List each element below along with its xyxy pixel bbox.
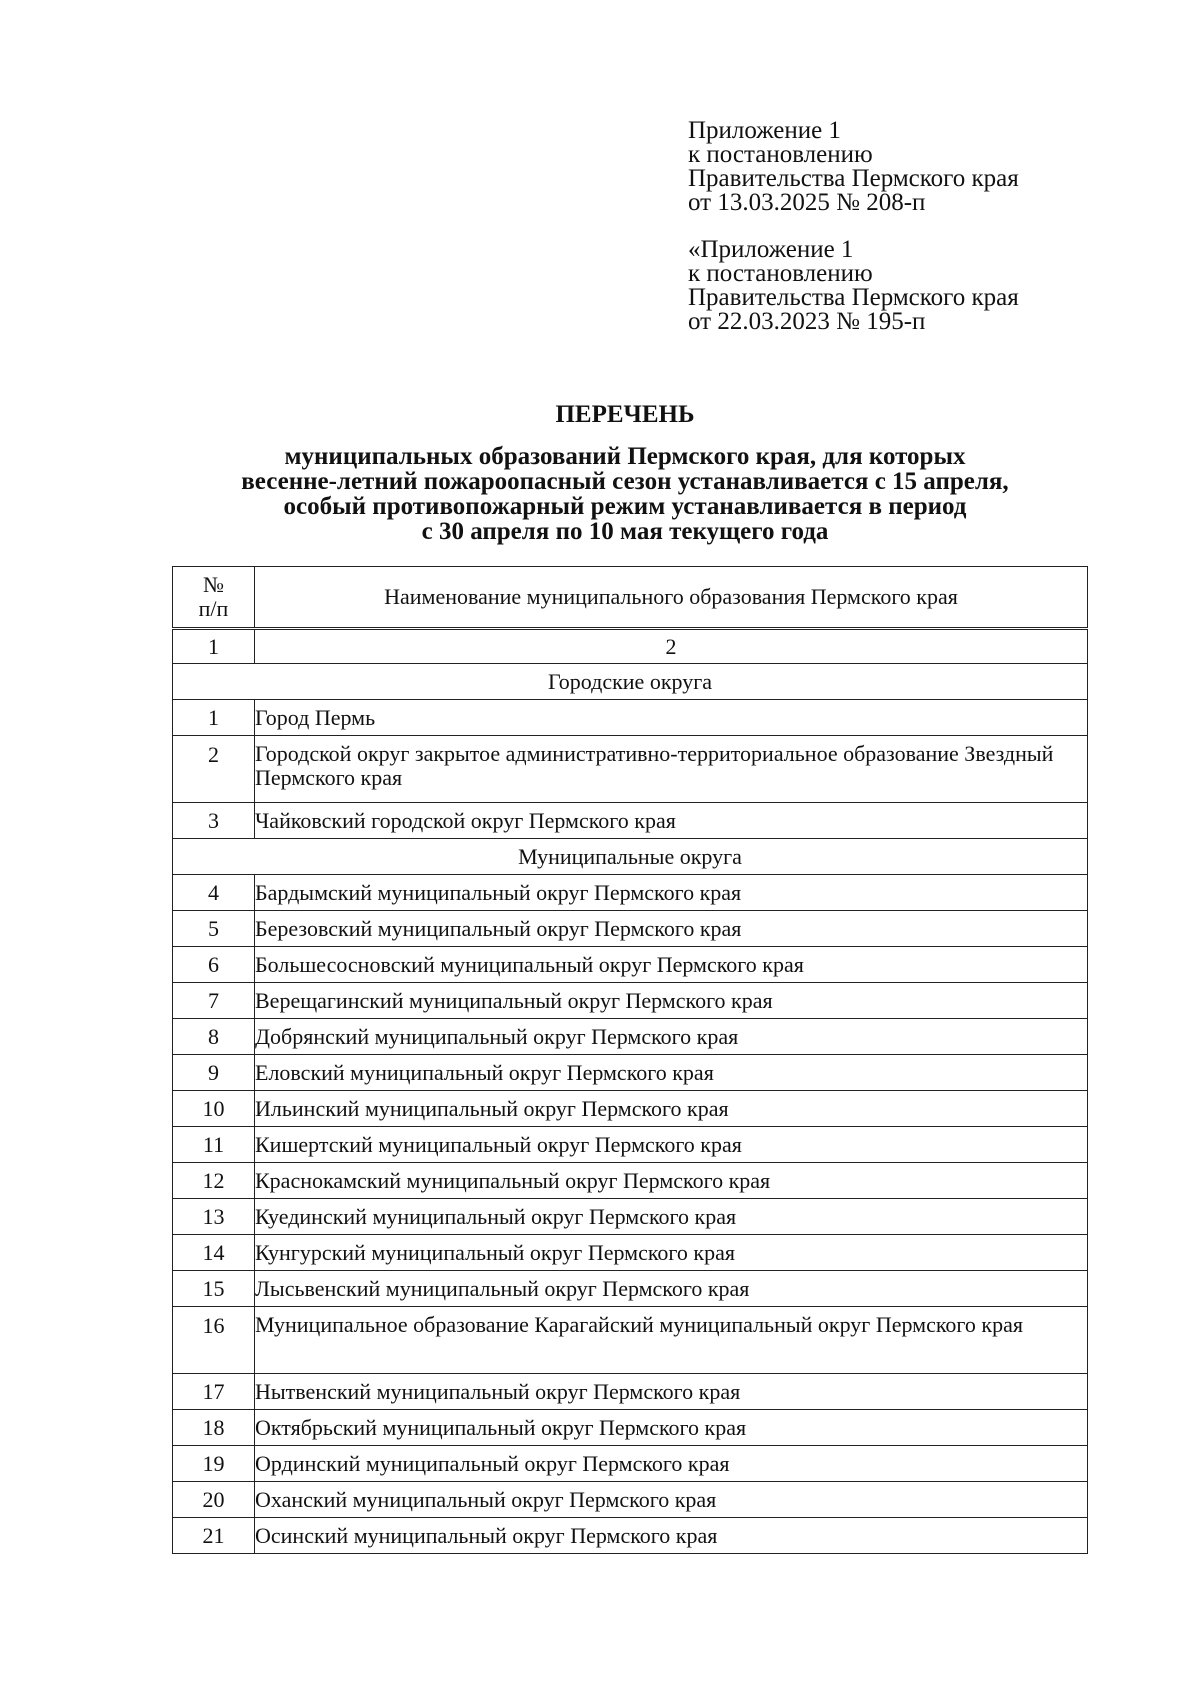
annex-line: Правительства Пермского края bbox=[688, 284, 1019, 311]
table-row bbox=[173, 875, 1088, 911]
annex-reference-current bbox=[688, 119, 1019, 215]
subtitle-line: особый противопожарный режим устанавливается в период bbox=[283, 493, 967, 520]
row-name: Осинский муниципальный округ Пермского края bbox=[255, 1518, 1088, 1554]
row-number: 20 bbox=[173, 1482, 255, 1518]
group-heading: Городские округа bbox=[173, 664, 1088, 700]
table-row bbox=[173, 1163, 1088, 1199]
table-row bbox=[173, 1127, 1088, 1163]
row-number: 7 bbox=[173, 983, 255, 1019]
document-title: ПЕРЕЧЕНЬ bbox=[555, 401, 695, 428]
table-row bbox=[173, 1235, 1088, 1271]
annex-line: от 22.03.2023 № 195-п bbox=[688, 308, 926, 335]
table-row bbox=[173, 700, 1088, 736]
row-number: 3 bbox=[173, 803, 255, 839]
row-number: 9 bbox=[173, 1055, 255, 1091]
table-row bbox=[173, 1410, 1088, 1446]
table-row bbox=[173, 1055, 1088, 1091]
table-row bbox=[173, 947, 1088, 983]
annex-line: к постановлению bbox=[688, 260, 873, 287]
row-number: 4 bbox=[173, 875, 255, 911]
header-num-label: № bbox=[203, 572, 224, 597]
annex-line: «Приложение 1 bbox=[688, 236, 854, 263]
table-row bbox=[173, 983, 1088, 1019]
group-row-municipal bbox=[173, 839, 1088, 875]
row-name: Город Пермь bbox=[255, 700, 1088, 736]
row-number: 21 bbox=[173, 1518, 255, 1554]
row-number: 18 bbox=[173, 1410, 255, 1446]
table-row bbox=[173, 1518, 1088, 1554]
header-num-sublabel: п/п bbox=[198, 596, 229, 621]
row-number: 13 bbox=[173, 1199, 255, 1235]
table-row bbox=[173, 911, 1088, 947]
row-name: Еловский муниципальный округ Пермского края bbox=[255, 1055, 1088, 1091]
table-row bbox=[173, 1091, 1088, 1127]
municipalities-table bbox=[172, 566, 1088, 1554]
header-name-cell: Наименование муниципального образования Пермского края bbox=[255, 567, 1088, 629]
header-num-cell bbox=[173, 567, 255, 629]
row-name: Оханский муниципальный округ Пермского края bbox=[255, 1482, 1088, 1518]
annex-line: Правительства Пермского края bbox=[688, 165, 1019, 192]
group-heading: Муниципальные округа bbox=[173, 839, 1088, 875]
row-number: 16 bbox=[173, 1307, 255, 1374]
group-row-urban bbox=[173, 664, 1088, 700]
table-row bbox=[173, 1019, 1088, 1055]
subtitle-line: весенне-летний пожароопасный сезон устанавливается с 15 апреля, bbox=[241, 468, 1009, 495]
subtitle-line: с 30 апреля по 10 мая текущего года bbox=[421, 518, 829, 545]
annex-line: Приложение 1 bbox=[688, 117, 841, 144]
row-name: Куединский муниципальный округ Пермского края bbox=[255, 1199, 1088, 1235]
table-row bbox=[173, 1307, 1088, 1374]
row-number: 10 bbox=[173, 1091, 255, 1127]
document-subtitle bbox=[160, 444, 1090, 544]
table-row bbox=[173, 1446, 1088, 1482]
column-number-cell: 2 bbox=[255, 629, 1088, 664]
row-name: Березовский муниципальный округ Пермского края bbox=[255, 911, 1088, 947]
row-name: Кунгурский муниципальный округ Пермского края bbox=[255, 1235, 1088, 1271]
table-row bbox=[173, 736, 1088, 803]
row-name: Городской округ закрытое административно-территориальное образование Звездный Пермского края bbox=[255, 736, 1088, 803]
row-name: Октябрьский муниципальный округ Пермского края bbox=[255, 1410, 1088, 1446]
table-row bbox=[173, 1271, 1088, 1307]
table-row bbox=[173, 1374, 1088, 1410]
row-name: Нытвенский муниципальный округ Пермского края bbox=[255, 1374, 1088, 1410]
subtitle-line: муниципальных образований Пермского края, для которых bbox=[284, 443, 966, 470]
row-number: 17 bbox=[173, 1374, 255, 1410]
row-name: Муниципальное образование Карагайский муниципальный округ Пермского края bbox=[255, 1307, 1088, 1374]
column-number-row bbox=[173, 629, 1088, 664]
row-name: Ильинский муниципальный округ Пермского края bbox=[255, 1091, 1088, 1127]
table-row bbox=[173, 803, 1088, 839]
table-row bbox=[173, 1482, 1088, 1518]
annex-line: к постановлению bbox=[688, 141, 873, 168]
table-row bbox=[173, 1199, 1088, 1235]
column-number-cell: 1 bbox=[173, 629, 255, 664]
row-name: Добрянский муниципальный округ Пермского края bbox=[255, 1019, 1088, 1055]
row-name: Бардымский муниципальный округ Пермского края bbox=[255, 875, 1088, 911]
row-number: 2 bbox=[173, 736, 255, 803]
row-name: Большесосновский муниципальный округ Пермского края bbox=[255, 947, 1088, 983]
row-number: 12 bbox=[173, 1163, 255, 1199]
row-name: Краснокамский муниципальный округ Пермского края bbox=[255, 1163, 1088, 1199]
table-header-row bbox=[173, 567, 1088, 629]
row-name: Верещагинский муниципальный округ Пермского края bbox=[255, 983, 1088, 1019]
row-name: Кишертский муниципальный округ Пермского края bbox=[255, 1127, 1088, 1163]
annex-reference-original bbox=[688, 238, 1019, 334]
annex-line: от 13.03.2025 № 208-п bbox=[688, 189, 926, 216]
row-number: 8 bbox=[173, 1019, 255, 1055]
row-number: 15 bbox=[173, 1271, 255, 1307]
row-number: 14 bbox=[173, 1235, 255, 1271]
row-name: Лысьвенский муниципальный округ Пермского края bbox=[255, 1271, 1088, 1307]
row-name: Ординский муниципальный округ Пермского края bbox=[255, 1446, 1088, 1482]
row-number: 11 bbox=[173, 1127, 255, 1163]
row-number: 19 bbox=[173, 1446, 255, 1482]
row-number: 6 bbox=[173, 947, 255, 983]
row-name: Чайковский городской округ Пермского края bbox=[255, 803, 1088, 839]
row-number: 1 bbox=[173, 700, 255, 736]
row-number: 5 bbox=[173, 911, 255, 947]
